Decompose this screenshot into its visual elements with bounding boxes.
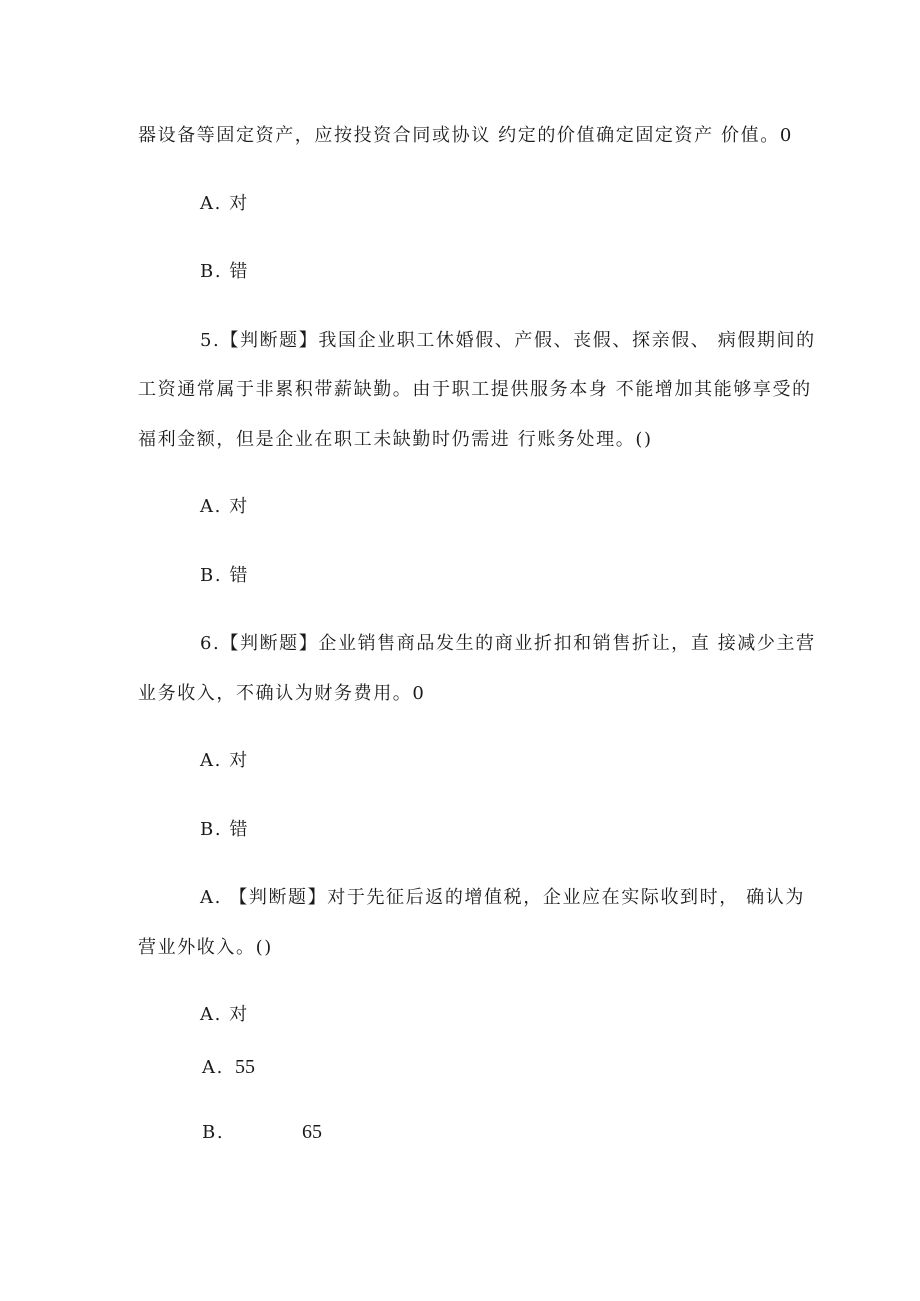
question-5-line-2: 工资通常属于非累积带薪缺勤。由于职工提供服务本身 不能增加其能够享受的 [138, 379, 812, 400]
question-8-option-a-value: 55 [235, 1056, 255, 1078]
question-8-option-b-label: B. [202, 1122, 225, 1143]
question-6-option-b: B. 错 [200, 819, 250, 840]
question-5-line-3: 福利金额，但是企业在职工未缺勤时仍需进 行账务处理。() [138, 429, 653, 450]
question-7-line-1: A. 【判断题】对于先征后返的增值税，企业应在实际收到时， 确认为 [200, 887, 805, 908]
question-5-option-b: B. 错 [200, 565, 250, 586]
question-4-option-a: A. 对 [200, 193, 249, 214]
question-7-option-a: A. 对 [200, 1004, 249, 1025]
question-5-option-a: A. 对 [200, 496, 249, 517]
question-7-line-2: 营业外收入。() [138, 937, 273, 958]
question-5-line-1: 5.【判断题】我国企业职工休婚假、产假、丧假、探亲假、 病假期间的 [200, 330, 816, 351]
question-8-option-b-value: 65 [302, 1121, 322, 1143]
question-6-option-a: A. 对 [200, 750, 249, 771]
question-6-line-1: 6.【判断题】企业销售商品发生的商业折扣和销售折让，直 接减少主营 [200, 633, 816, 654]
question-4-option-b: B. 错 [200, 261, 250, 282]
question-4-tail: 器设备等固定资产，应按投资合同或协议 约定的价值确定固定资产 价值。0 [138, 125, 793, 146]
question-8-option-a-label: A. [202, 1057, 224, 1078]
question-6-line-2: 业务收入，不确认为财务费用。0 [138, 683, 426, 704]
